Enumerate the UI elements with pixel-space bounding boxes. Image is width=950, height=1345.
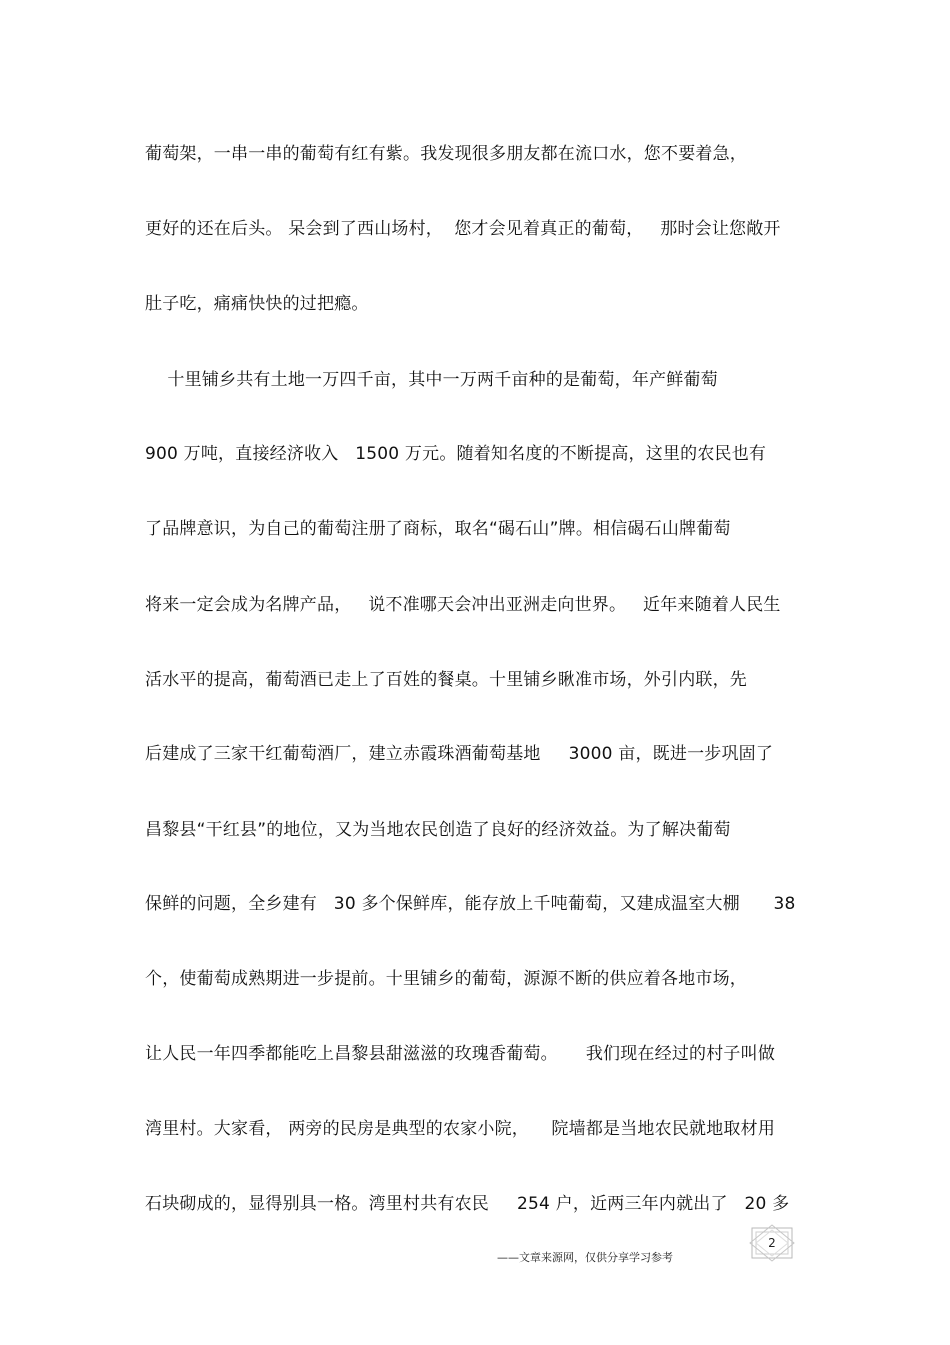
body-text-line: 让人民一年四季都能吃上昌黎县甜滋滋的玫瑰香葡萄。 我们现在经过的村子叫做 [145, 1044, 776, 1064]
body-text-line: 更好的还在后头。 呆会到了西山场村， 您才会见着真正的葡萄， 那时会让您敞开 [145, 219, 781, 239]
body-text-line: 肚子吃，痛痛快快的过把瘾。 [145, 294, 369, 314]
body-text-line: 葡萄架，一串一串的葡萄有红有紫。我发现很多朋友都在流口水，您不要着急， [145, 144, 747, 164]
body-text-line: 900 万吨，直接经济收入 1500 万元。随着知名度的不断提高，这里的农民也有 [145, 444, 767, 464]
body-text-line: 了品牌意识，为自己的葡萄注册了商标，取名“碣石山”牌。相信碣石山牌葡萄 [145, 519, 731, 539]
body-text-line: 后建成了三家干红葡萄酒厂，建立赤霞珠酒葡萄基地 3000 亩，既进一步巩固了 [145, 744, 774, 764]
body-text-line: 保鲜的问题，全乡建有 30 多个保鲜库，能存放上千吨葡萄，又建成温室大棚 38 [145, 894, 796, 914]
body-text-line: 石块砌成的，显得别具一格。湾里村共有农民 254 户，近两三年内就出了 20 多 [145, 1194, 790, 1214]
body-text-line: 十里铺乡共有土地一万四千亩，其中一万两千亩种的是葡萄，年产鲜葡萄 [145, 370, 718, 390]
body-text-line: 活水平的提高，葡萄酒已走上了百姓的餐桌。十里铺乡瞅准市场，外引内联，先 [145, 670, 747, 690]
page-number-badge [748, 1224, 796, 1262]
body-text-line: 个，使葡萄成熟期进一步提前。十里铺乡的葡萄，源源不断的供应着各地市场， [145, 969, 747, 989]
page-number: 2 [768, 1236, 776, 1250]
body-text-line: 湾里村。大家看， 两旁的民房是典型的农家小院， 院墙都是当地农民就地取材用 [145, 1119, 776, 1139]
source-note: ——文章来源网，仅供分享学习参考 [497, 1251, 673, 1264]
body-text-line: 将来一定会成为名牌产品， 说不准哪天会冲出亚洲走向世界。 近年来随着人民生 [145, 595, 781, 615]
body-text-line: 昌黎县“干红县”的地位，又为当地农民创造了良好的经济效益。为了解决葡萄 [145, 820, 731, 840]
